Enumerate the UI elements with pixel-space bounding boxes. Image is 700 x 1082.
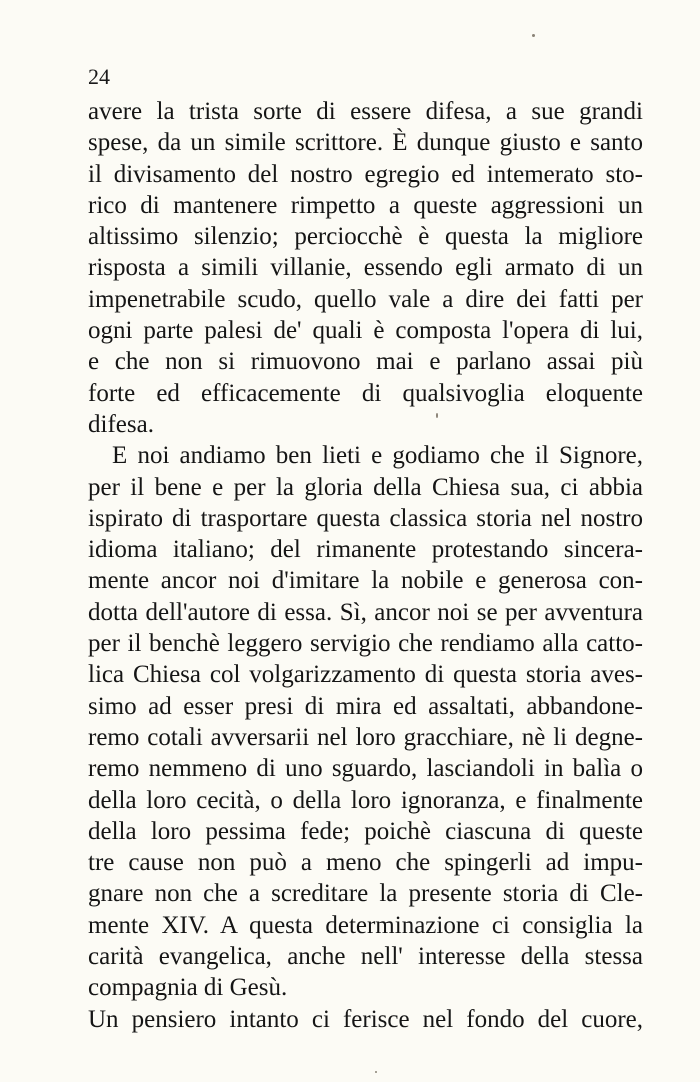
text-line: rico di mantenere rimpetto a queste aggressioni un xyxy=(88,191,643,219)
text-line: mente XIV. A questa determinazione ci consiglia la xyxy=(88,911,643,939)
text-line: carità evangelica, anche nell' interesse della stessa xyxy=(88,943,643,971)
text-line: altissimo silenzio; perciocchè è questa la migliore xyxy=(88,223,643,251)
text-line: e che non si rimuovono mai e parlano assai più xyxy=(88,348,643,376)
text-line: per il bene e per la gloria della Chiesa sua, ci abbia xyxy=(88,473,643,501)
text-line: simo ad esser presi di mira ed assaltati, abbandone- xyxy=(88,692,643,720)
paragraph-end-line: compagnia di Gesù. xyxy=(88,974,288,1002)
text-line: risposta a simili villanie, essendo egli armato di un xyxy=(88,254,643,282)
text-line: remo nemmeno di uno sguardo, lasciandoli in balìa o xyxy=(88,755,643,783)
text-line: per il benchè leggero servigio che rendiamo alla catto- xyxy=(88,630,643,658)
text-line: remo cotali avversarii nel loro gracchiare, nè li degne- xyxy=(88,723,643,751)
paragraph-end-line: difesa. xyxy=(88,410,154,438)
page-number: 24 xyxy=(88,64,110,89)
text-line: mente ancor noi d'imitare la nobile e generosa con- xyxy=(88,567,643,595)
text-line: ogni parte palesi de' quali è composta l'opera di lui, xyxy=(88,317,643,345)
text-line: dotta dell'autore di essa. Sì, ancor noi se per avventura xyxy=(88,598,643,626)
paragraph-start-line: E noi andiamo ben lieti e godiamo che il Signore, xyxy=(112,442,643,470)
text-line: il divisamento del nostro egregio ed intemerato sto- xyxy=(88,160,643,188)
text-line: spese, da un simile scrittore. È dunque giusto e santo xyxy=(88,129,643,157)
text-line: idioma italiano; del rimanente protestando sincera- xyxy=(88,536,643,564)
text-line: ispirato di trasportare questa classica storia nel nostro xyxy=(88,504,643,532)
body-text xyxy=(88,96,643,1035)
paper-speck xyxy=(532,34,535,37)
text-line: tre cause non può a meno che spingerli ad impu- xyxy=(88,849,643,877)
text-line: della loro cecità, o della loro ignoranza, e finalmente xyxy=(88,786,643,814)
paper-speck xyxy=(375,1071,377,1073)
text-line: gnare non che a screditare la presente storia di Cle- xyxy=(88,880,643,908)
text-line: Un pensiero intanto ci ferisce nel fondo del cuore, xyxy=(88,1005,643,1033)
paper-speck xyxy=(436,413,438,418)
text-line: avere la trista sorte di essere difesa, a sue grandi xyxy=(88,98,643,125)
text-line: della loro pessima fede; poichè ciascuna di queste xyxy=(88,817,643,845)
text-line: lica Chiesa col volgarizzamento di questa storia aves- xyxy=(88,661,643,689)
text-line: impenetrabile scudo, quello vale a dire dei fatti per xyxy=(88,285,643,313)
text-line: forte ed efficacemente di qualsivoglia eloquente xyxy=(88,379,643,407)
